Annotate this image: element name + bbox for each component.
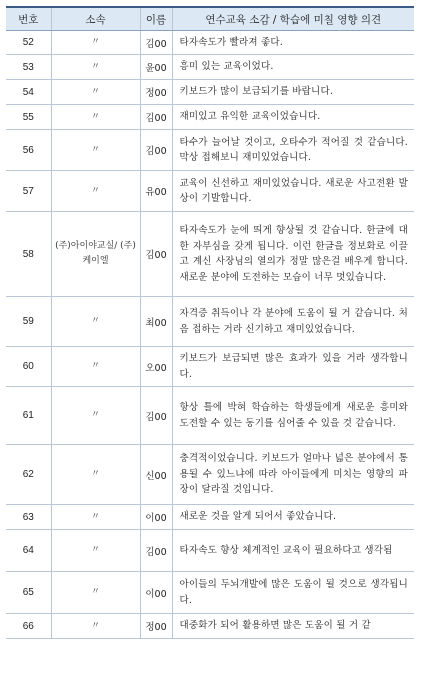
row-opinion: 타자속도가 눈에 띄게 향상될 것 같습니다. 한글에 대한 자부심을 갖게 됩니다. 이런 한글을 정보화로 이끌고 계신 사장님의 열의가 정말 많은걸 배우게 합니다. 새로운 분야에 도전하는 모습이 너무 멋있습니다. — [172, 212, 414, 297]
row-name: 유00 — [140, 171, 172, 212]
row-affiliation: 〃 — [51, 55, 140, 80]
table-row — [6, 530, 414, 572]
row-opinion: 자격증 취득이나 각 분야에 도움이 될 거 같습니다. 처음 접하는 거라 신기하고 재미있었습니다. — [172, 297, 414, 347]
row-num: 53 — [6, 55, 51, 80]
row-num: 65 — [6, 572, 51, 614]
row-name: 정00 — [140, 614, 172, 639]
row-opinion: 키보드가 보급되면 많은 효과가 있을 거라 생각합니다. — [172, 347, 414, 387]
table-row — [6, 130, 414, 171]
row-opinion: 재미있고 유익한 교육이었습니다. — [172, 105, 414, 130]
feedback-table-page — [6, 6, 414, 639]
row-affiliation: 〃 — [51, 505, 140, 530]
table-row — [6, 347, 414, 387]
row-num: 54 — [6, 80, 51, 105]
row-num: 61 — [6, 387, 51, 445]
row-num: 62 — [6, 445, 51, 505]
row-opinion: 타자속도가 빨라져 좋다. — [172, 31, 414, 55]
table-row — [6, 171, 414, 212]
row-affiliation: 〃 — [51, 171, 140, 212]
row-affiliation: 〃 — [51, 614, 140, 639]
row-opinion: 새로운 것을 알게 되어서 좋았습니다. — [172, 505, 414, 530]
row-name: 김00 — [140, 130, 172, 171]
table-row — [6, 505, 414, 530]
row-num: 60 — [6, 347, 51, 387]
header-row — [6, 7, 414, 31]
row-name: 이00 — [140, 572, 172, 614]
table-row — [6, 80, 414, 105]
row-opinion: 흥미 있는 교육이었다. — [172, 55, 414, 80]
row-name: 오00 — [140, 347, 172, 387]
row-affiliation: 〃 — [51, 31, 140, 55]
table-row — [6, 297, 414, 347]
row-opinion: 충격적이었습니다. 키보드가 얼마나 넓은 분야에서 통용될 수 있느냐에 따라 아이들에게 미치는 영향의 파장이 달라질 것입니다. — [172, 445, 414, 505]
row-affiliation: 〃 — [51, 445, 140, 505]
row-num: 55 — [6, 105, 51, 130]
table-row — [6, 31, 414, 55]
row-affiliation: 〃 — [51, 347, 140, 387]
row-affiliation: 〃 — [51, 530, 140, 572]
row-name: 윤00 — [140, 55, 172, 80]
row-name: 김00 — [140, 387, 172, 445]
header-affiliation: 소속 — [51, 7, 140, 31]
row-affiliation: 〃 — [51, 130, 140, 171]
row-opinion: 항상 틀에 박혀 학습하는 학생들에게 새로운 흥미와 도전할 수 있는 동기를 심어줄 수 있을 것 같습니다. — [172, 387, 414, 445]
row-opinion: 교육이 신선하고 재미있었습니다. 새로운 사고전환 발상이 기발합니다. — [172, 171, 414, 212]
table-row — [6, 445, 414, 505]
row-affiliation: 〃 — [51, 297, 140, 347]
row-num: 66 — [6, 614, 51, 639]
row-affiliation: 〃 — [51, 572, 140, 614]
row-num: 59 — [6, 297, 51, 347]
row-affiliation: 〃 — [51, 80, 140, 105]
row-opinion: 아이들의 두뇌개발에 많은 도움이 될 것으로 생각됩니다. — [172, 572, 414, 614]
table-row — [6, 614, 414, 639]
row-opinion: 대중화가 되어 활용하면 많은 도움이 될 거 같 — [172, 614, 414, 639]
header-num: 번호 — [6, 7, 51, 31]
table-row — [6, 212, 414, 297]
row-num: 52 — [6, 31, 51, 55]
row-opinion: 타자속도 향상 체계적인 교육이 필요하다고 생각됨 — [172, 530, 414, 572]
row-num: 58 — [6, 212, 51, 297]
header-name: 이름 — [140, 7, 172, 31]
row-name: 이00 — [140, 505, 172, 530]
row-name: 김00 — [140, 105, 172, 130]
feedback-table — [6, 6, 414, 639]
table-row — [6, 105, 414, 130]
row-num: 57 — [6, 171, 51, 212]
row-affiliation: 〃 — [51, 105, 140, 130]
row-num: 63 — [6, 505, 51, 530]
row-num: 64 — [6, 530, 51, 572]
row-name: 김00 — [140, 31, 172, 55]
row-opinion: 타수가 늘어날 것이고, 오타수가 적어질 것 같습니다. 막상 접해보니 재미있었습니다. — [172, 130, 414, 171]
row-name: 김00 — [140, 212, 172, 297]
row-name: 정00 — [140, 80, 172, 105]
table-row — [6, 55, 414, 80]
row-affiliation: (주)아이야교실/ (주)케이엘 — [51, 212, 140, 297]
row-name: 김00 — [140, 530, 172, 572]
table-row — [6, 572, 414, 614]
row-num: 56 — [6, 130, 51, 171]
row-name: 최00 — [140, 297, 172, 347]
row-name: 신00 — [140, 445, 172, 505]
table-row — [6, 387, 414, 445]
header-opinion: 연수교육 소감 / 학습에 미칠 영향 의견 — [172, 7, 414, 31]
row-opinion: 키보드가 많이 보급되기를 바랍니다. — [172, 80, 414, 105]
row-affiliation: 〃 — [51, 387, 140, 445]
